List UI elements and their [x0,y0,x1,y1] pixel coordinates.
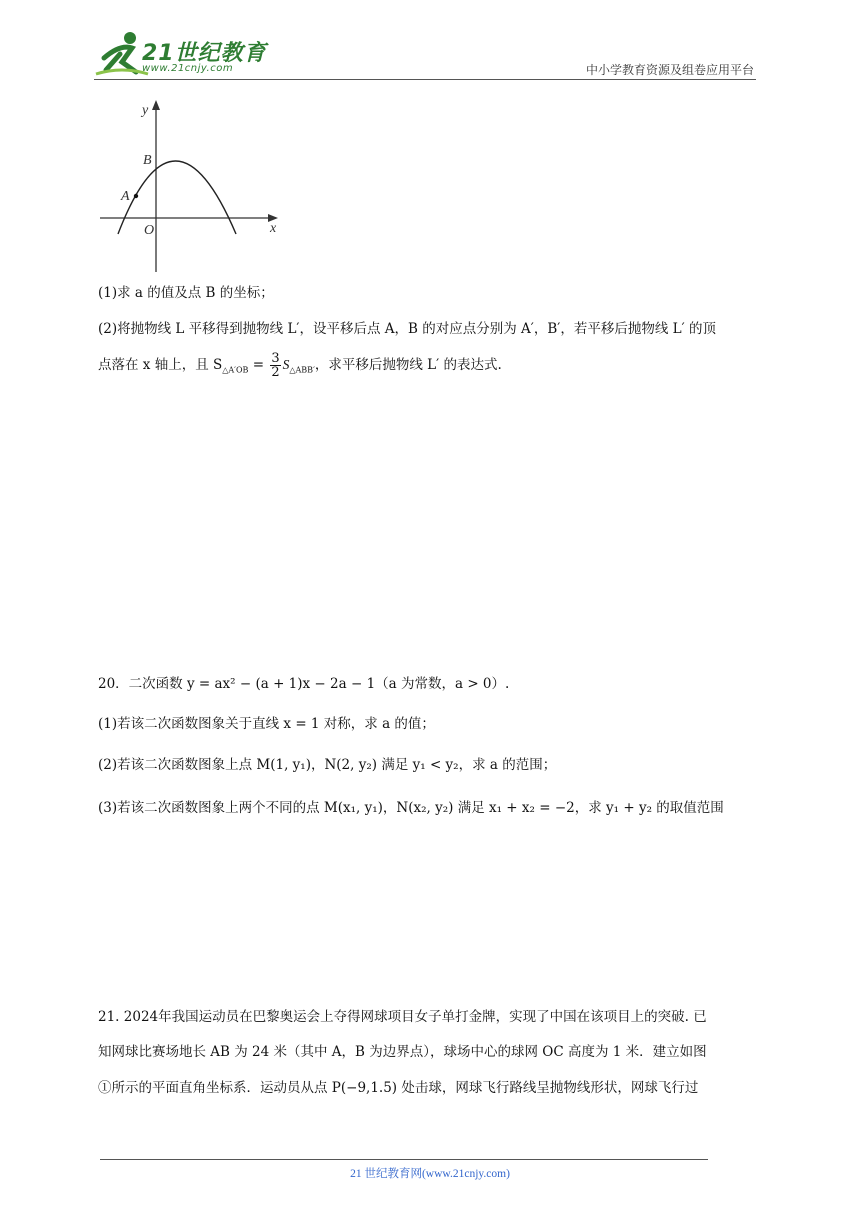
origin-label: O [144,223,155,238]
q19-fraction [270,352,280,379]
y-axis-label: y [142,103,149,118]
q19-part2-text-b: ，求平移后抛物线 L′ 的表达式. [314,357,502,373]
q20-part2: (2)若该二次函数图象上点 M(1, y₁)，N(2, y₂) 满足 y₁ < y₂，求 a 的范围； [98,757,557,773]
point-a [134,194,138,198]
q19-area-sub1: △A′OB [222,365,249,375]
y-axis-arrow-icon [152,100,160,110]
logo-text: 21世纪教育 [142,41,267,66]
q19-s2: S [282,357,290,372]
point-b-label: B [143,153,152,168]
q19-area-sub2: △ABB′ [289,365,315,375]
q19-part1: (1)求 a 的值及点 B 的坐标； [98,285,274,301]
parabola-graph [96,96,286,276]
q20-stem: 20．二次函数 y = ax² − (a + 1)x − 2a − 1（a 为常数，a > 0）. [98,676,510,692]
q21-line1: 21. 2024年我国运动员在巴黎奥运会上夺得网球项目女子单打金牌，实现了中国在该项目上的突破. 已 [98,1009,707,1025]
q19-part2-line2 [98,352,502,379]
q21-line2: 知网球比赛场地长 AB 为 24 米（其中 A，B 为边界点），球场中心的球网 OC 高度为 1 米．建立如图 [98,1044,707,1060]
q20-part1: (1)若该二次函数图象关于直线 x = 1 对称，求 a 的值； [98,716,435,732]
q19-equals: = [248,357,269,373]
q19-frac-den: 2 [271,365,280,380]
q19-part2-text-a: 点落在 x 轴上，且 S [98,357,223,373]
logo-url: www.21cnjy.com [142,63,234,74]
header-divider [94,79,756,80]
point-a-label: A [121,189,130,204]
footer-link[interactable]: 21 世纪教育网(www.21cnjy.com) [350,1168,510,1180]
platform-name: 中小学教育资源及组卷应用平台 [585,63,754,77]
x-axis-label: x [270,221,277,236]
q19-frac-num: 3 [271,351,280,366]
q19-part2-line1: (2)将抛物线 L 平移得到抛物线 L′，设平移后点 A，B 的对应点分别为 A′，B′，若平移后抛物线 L′ 的顶 [98,321,716,337]
q20-part3: (3)若该二次函数图象上两个不同的点 M(x₁, y₁)，N(x₂, y₂) 满足 x₁ + x₂ = −2，求 y₁ + y₂ 的取值范围 [98,800,724,816]
footer-divider [100,1159,708,1160]
q21-line3: ①所示的平面直角坐标系．运动员从点 P(−9,1.5) 处击球，网球飞行路线呈抛物线形状，网球飞行过 [98,1080,699,1096]
